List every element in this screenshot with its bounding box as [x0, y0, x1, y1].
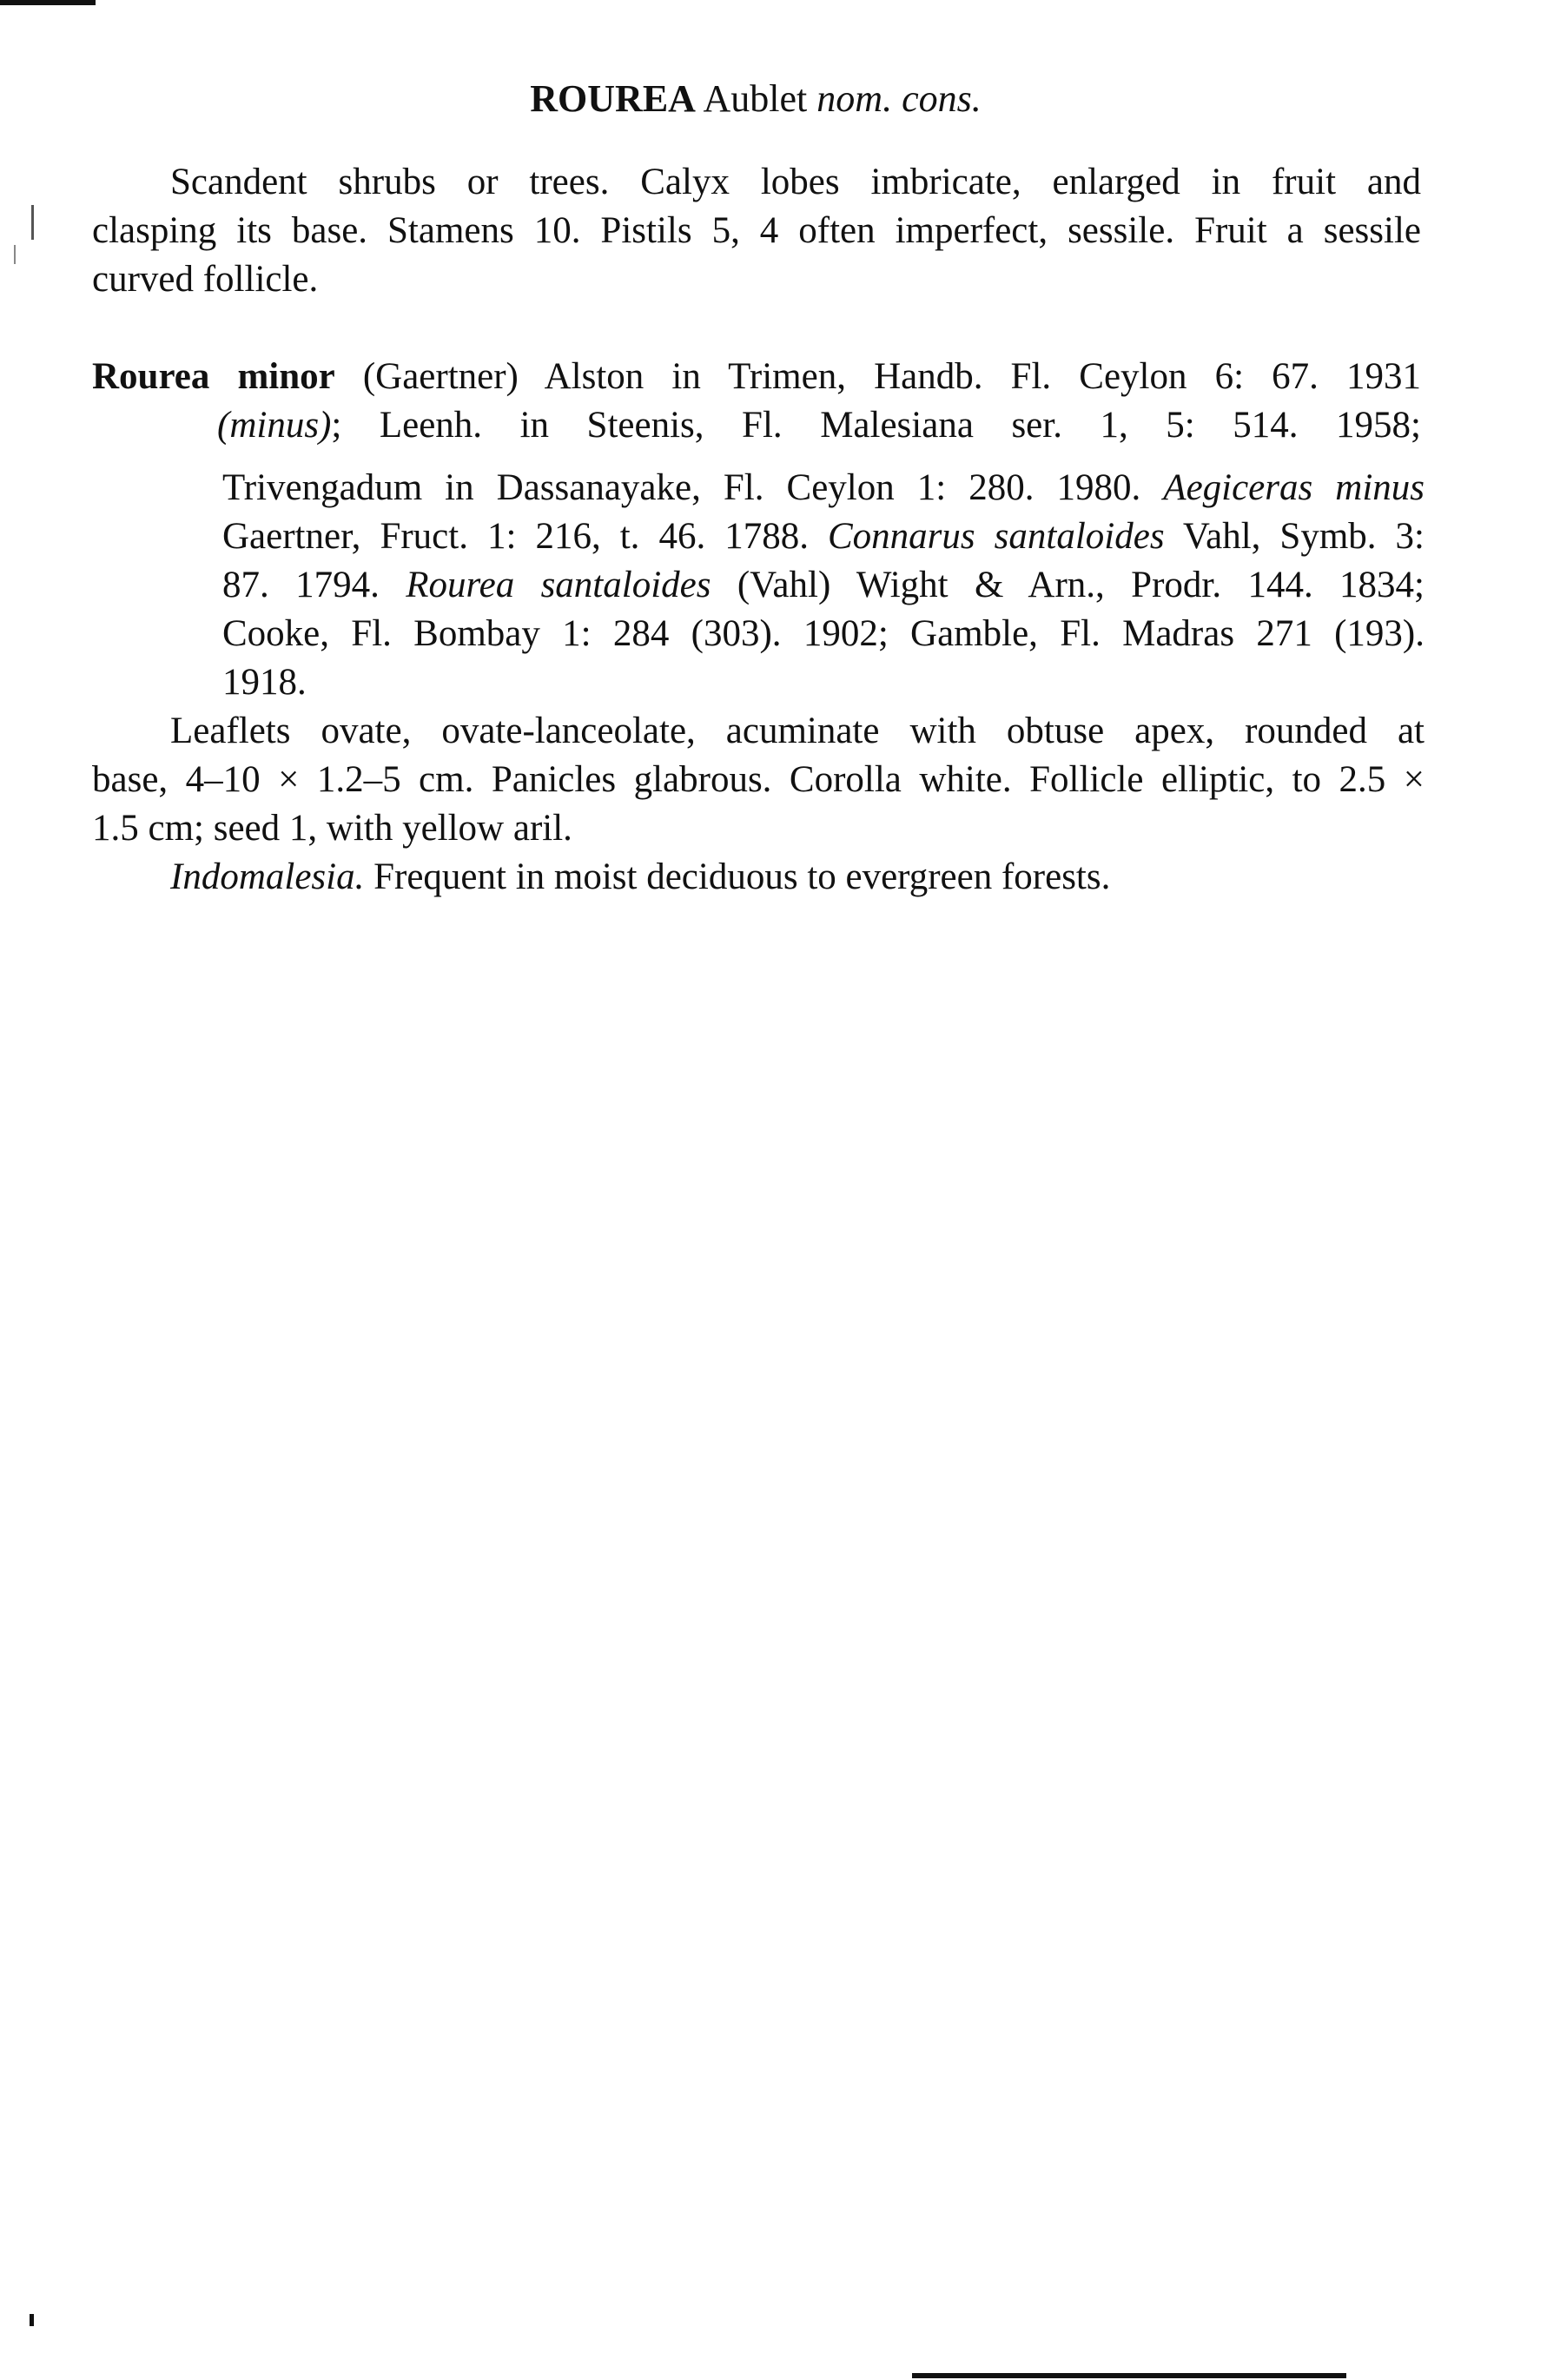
species-description-line-3: 1.5 cm; seed 1, with yellow aril. [92, 808, 572, 849]
species-citation-line-7: 1918. [222, 662, 307, 703]
species-description-line-2: base, 4–10 × 1.2–5 cm. Panicles glabrous. Corolla white. Follicle elliptic, to 2.5 × [92, 759, 1424, 800]
distribution-habitat: Frequent in moist deciduous to evergreen forests. [373, 856, 1111, 897]
genus-name: ROUREA [530, 77, 696, 120]
synonym-name: Aegiceras minus [1163, 467, 1424, 508]
distribution-region: Indomalesia. [170, 856, 365, 897]
citation-text: Trivengadum in Dassanayake, Fl. Ceylon 1: 280. 1980. [222, 467, 1141, 508]
species-citation-text: (Gaertner) Alston in Trimen, Handb. Fl. Ceylon 6: 67. 1931 [362, 356, 1421, 397]
synonym-name: Connarus santaloides [828, 516, 1165, 557]
scan-edge-mark-bottom [912, 2373, 1346, 2378]
synonym-name: Rourea santaloides [406, 565, 711, 605]
species-distribution [170, 853, 1110, 902]
species-citation-line-4 [222, 512, 1424, 561]
species-citation-line-5 [222, 561, 1424, 610]
genus-description-line-1: Scandent shrubs or trees. Calyx lobes imbricate, enlarged in fruit and [170, 162, 1421, 202]
citation-text: Gaertner, Fruct. 1: 216, t. 46. 1788. [222, 516, 809, 557]
citation-text: 87. 1794. [222, 565, 380, 605]
citation-text: (Vahl) Wight & Arn., Prodr. 144. 1834; [737, 565, 1424, 605]
genus-description-line-2: clasping its base. Stamens 10. Pistils 5, 4 often imperfect, sessile. Fruit a sessile [92, 210, 1421, 251]
species-name: Rourea minor [92, 356, 335, 397]
genus-heading [0, 75, 1511, 123]
species-citation-line-1 [92, 353, 1421, 401]
scan-edge-mark-left-1 [31, 205, 34, 240]
citation-text: ; Leenh. in Steenis, Fl. Malesiana ser. 1, 5: 514. 1958; [331, 405, 1421, 446]
species-citation-line-6: Cooke, Fl. Bombay 1: 284 (303). 1902; Gamble, Fl. Madras 271 (193). [222, 613, 1424, 654]
scan-edge-mark-top [0, 0, 96, 5]
genus-status: nom. cons. [816, 77, 982, 120]
species-description-line-1: Leaflets ovate, ovate-lanceolate, acuminate with obtuse apex, rounded at [170, 711, 1424, 751]
genus-author: Aublet [703, 77, 808, 120]
species-citation-line-3 [222, 464, 1424, 512]
citation-text: Vahl, Symb. 3: [1182, 516, 1424, 557]
scan-edge-mark-bottom-left [30, 2314, 34, 2326]
scan-edge-mark-left-2 [14, 245, 16, 264]
citation-basionym-epithet: (minus) [217, 405, 332, 446]
genus-description-line-3: curved follicle. [92, 259, 319, 300]
species-citation-line-2 [217, 401, 1421, 450]
